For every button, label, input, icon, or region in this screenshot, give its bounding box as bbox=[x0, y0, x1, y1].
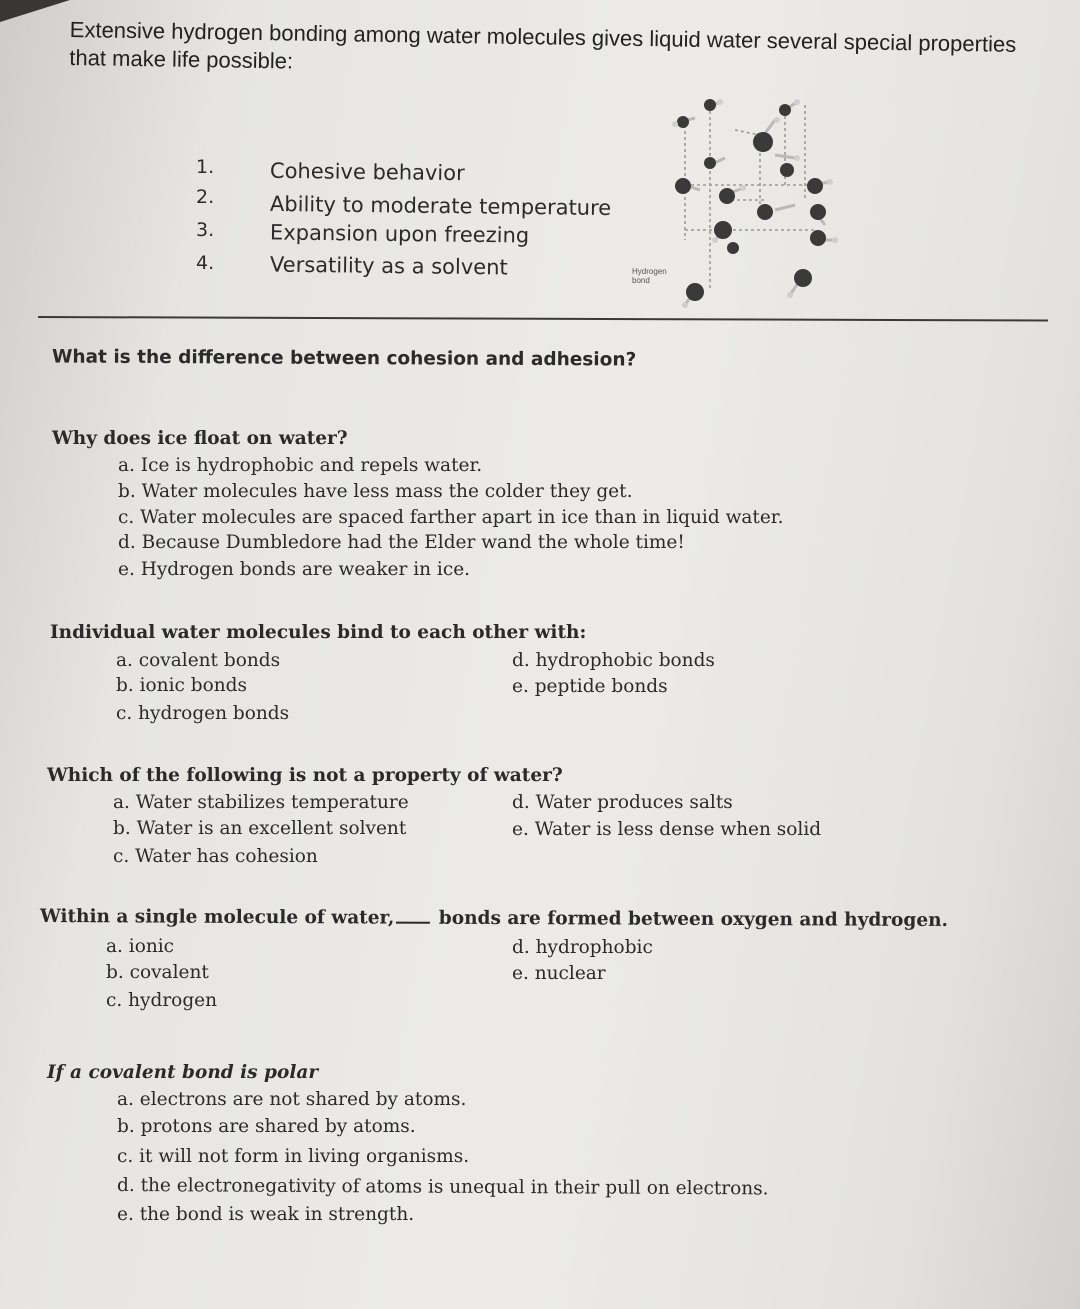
answer-option: b. protons are shared by atoms. bbox=[117, 1116, 416, 1137]
property-text: Cohesive behavior bbox=[269, 158, 465, 186]
answer-option: b. Water molecules have less mass the colder they get. bbox=[118, 481, 633, 502]
intro-text: Extensive hydrogen bonding among water molecules gives liquid water several special properties that make life possible: bbox=[69, 16, 1017, 74]
answer-option: a. Water stabilizes temperature bbox=[113, 792, 409, 813]
property-number: 2. bbox=[196, 186, 215, 208]
answer-option: c. Water molecules are spaced farther apart in ice than in liquid water. bbox=[118, 507, 784, 528]
answer-option: b. Water is an excellent solvent bbox=[113, 818, 407, 839]
question-within-molecule bbox=[40, 906, 948, 931]
answer-option: c. it will not form in living organisms. bbox=[117, 1146, 470, 1167]
property-text: Ability to moderate temperature bbox=[269, 191, 612, 221]
answer-option: d. Water produces salts bbox=[512, 792, 733, 813]
page-corner-shadow bbox=[0, 0, 70, 22]
property-number: 3. bbox=[196, 219, 215, 241]
answer-option: d. hydrophobic bonds bbox=[512, 650, 715, 671]
answer-option: e. Hydrogen bonds are weaker in ice. bbox=[118, 559, 471, 580]
property-number: 1. bbox=[196, 156, 215, 178]
property-number: 4. bbox=[196, 252, 215, 274]
answer-option: d. Because Dumbledore had the Elder wand the whole time! bbox=[118, 532, 685, 553]
answer-option: e. peptide bonds bbox=[512, 676, 668, 697]
answer-option: c. hydrogen bonds bbox=[116, 703, 290, 724]
question-ice: Why does ice float on water? bbox=[52, 428, 348, 449]
property-text: Versatility as a solvent bbox=[269, 252, 508, 280]
answer-option: c. hydrogen bbox=[106, 990, 218, 1011]
answer-option: a. covalent bonds bbox=[116, 650, 281, 671]
answer-option: b. covalent bbox=[106, 962, 209, 983]
property-text: Expansion upon freezing bbox=[269, 220, 530, 248]
answer-option: c. Water has cohesion bbox=[113, 846, 318, 867]
answer-blank bbox=[396, 908, 430, 924]
label-line: Hydrogen bbox=[632, 267, 667, 276]
answer-option: a. ionic bbox=[106, 936, 175, 957]
question-bind: Individual water molecules bind to each other with: bbox=[50, 622, 587, 643]
answer-option: d. the electronegativity of atoms is unequal in their pull on electrons. bbox=[116, 1175, 769, 1200]
answer-option: e. Water is less dense when solid bbox=[512, 819, 822, 840]
answer-option: e. nuclear bbox=[512, 963, 606, 984]
answer-option: b. ionic bonds bbox=[116, 675, 247, 696]
question-text-pre: Within a single molecule of water, bbox=[39, 906, 395, 929]
answer-option: e. the bond is weak in strength. bbox=[117, 1204, 415, 1225]
question-property: Which of the following is not a property of water? bbox=[47, 765, 563, 786]
question-cohesion: What is the difference between cohesion and adhesion? bbox=[51, 346, 637, 371]
answer-option: d. hydrophobic bbox=[512, 937, 653, 958]
question-text-post: bonds are formed between oxygen and hydrogen. bbox=[438, 907, 949, 931]
question-polar: If a covalent bond is polar bbox=[47, 1062, 319, 1083]
answer-option: a. electrons are not shared by atoms. bbox=[117, 1089, 467, 1110]
label-line: bond bbox=[632, 276, 650, 285]
answer-option: a. Ice is hydrophobic and repels water. bbox=[118, 455, 483, 476]
hydrogen-bond-label bbox=[632, 267, 667, 285]
